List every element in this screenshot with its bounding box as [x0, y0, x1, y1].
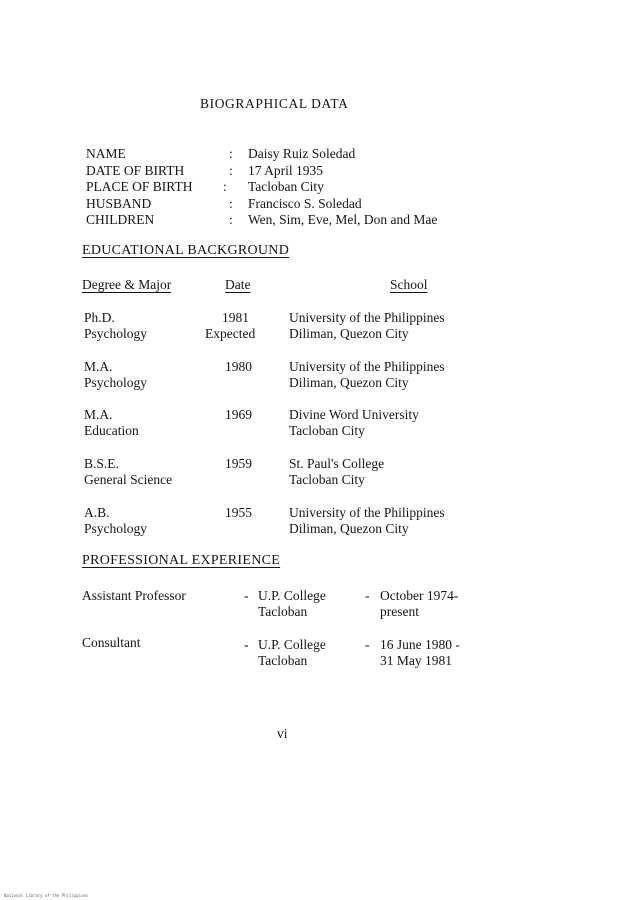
- pob-label: PLACE OF BIRTH: [86, 179, 193, 194]
- major: General Science: [84, 472, 173, 487]
- period-start: October 1974-: [380, 588, 459, 603]
- name-value: Daisy Ruiz Soledad: [248, 146, 356, 161]
- school: University of the Philippines: [289, 310, 445, 325]
- degree: M.A.: [84, 407, 113, 422]
- major: Psychology: [84, 375, 148, 390]
- school: St. Paul's College: [289, 456, 385, 471]
- school-location: Diliman, Quezon City: [289, 521, 409, 536]
- experience-heading: PROFESSIONAL EXPERIENCE: [82, 553, 281, 568]
- major: Education: [84, 423, 139, 438]
- school: Divine Word University: [289, 407, 419, 422]
- degree: Ph.D.: [84, 310, 115, 325]
- name-label: NAME: [86, 146, 126, 161]
- degree: M.A.: [84, 359, 113, 374]
- husband-value: Francisco S. Soledad: [248, 196, 362, 211]
- pob-value: Tacloban City: [248, 179, 324, 194]
- school-location: Diliman, Quezon City: [289, 326, 409, 341]
- col-degree-header: Degree & Major: [82, 277, 172, 292]
- page-title: BIOGRAPHICAL DATA: [200, 96, 349, 111]
- date: 1981: [222, 310, 249, 325]
- children-sep: :: [229, 212, 233, 227]
- dob-value: 17 April 1935: [248, 163, 324, 178]
- dob-sep: :: [229, 163, 233, 178]
- dash: -: [365, 637, 370, 652]
- husband-sep: :: [229, 196, 233, 211]
- children-label: CHILDREN: [86, 212, 155, 227]
- pob-sep: :: [223, 179, 227, 194]
- date: 1955: [225, 505, 252, 520]
- major: Psychology: [84, 326, 148, 341]
- organization-location: Tacloban: [258, 604, 308, 619]
- date-note: Expected: [205, 326, 256, 341]
- name-sep: :: [229, 146, 233, 161]
- school-location: Tacloban City: [289, 423, 365, 438]
- school: University of the Philippines: [289, 359, 445, 374]
- library-footer: National Library of the Philippines: [4, 893, 89, 898]
- period-end: present: [380, 604, 419, 619]
- position: Consultant: [82, 635, 141, 650]
- period-start: 16 June 1980 -: [380, 637, 460, 652]
- period-end: 31 May 1981: [380, 653, 452, 668]
- degree: A.B.: [84, 505, 110, 520]
- date: 1969: [225, 407, 252, 422]
- husband-label: HUSBAND: [86, 196, 152, 211]
- date: 1980: [225, 359, 252, 374]
- dash: -: [244, 637, 249, 652]
- organization-location: Tacloban: [258, 653, 308, 668]
- date: 1959: [225, 456, 252, 471]
- degree: B.S.E.: [84, 456, 119, 471]
- page-number: vi: [277, 726, 288, 741]
- col-date-header: Date: [225, 277, 251, 292]
- children-value: Wen, Sim, Eve, Mel, Don and Mae: [248, 212, 438, 227]
- major: Psychology: [84, 521, 148, 536]
- school: University of the Philippines: [289, 505, 445, 520]
- position: Assistant Professor: [82, 588, 186, 603]
- education-heading: EDUCATIONAL BACKGROUND: [82, 243, 290, 258]
- school-location: Diliman, Quezon City: [289, 375, 409, 390]
- col-school-header: School: [390, 277, 428, 292]
- dash: -: [244, 588, 249, 603]
- dash: -: [365, 588, 370, 603]
- organization: U.P. College: [258, 588, 326, 603]
- school-location: Tacloban City: [289, 472, 365, 487]
- dob-label: DATE OF BIRTH: [86, 163, 185, 178]
- organization: U.P. College: [258, 637, 326, 652]
